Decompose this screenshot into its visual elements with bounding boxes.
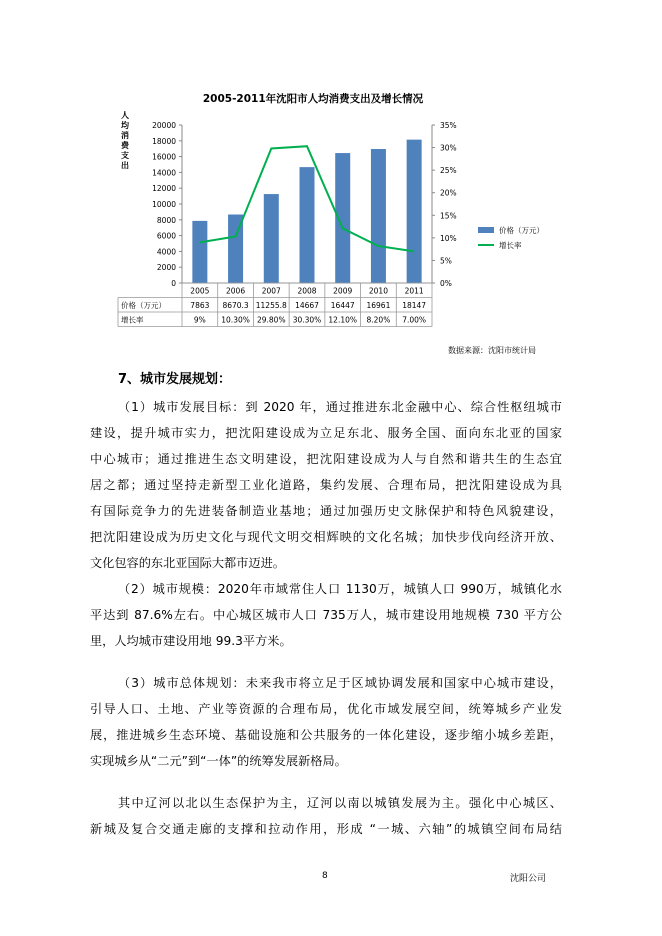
- right-tick-label: 30%: [440, 143, 457, 153]
- left-tick-label: 12000: [152, 184, 176, 194]
- right-tick-label: 15%: [440, 211, 457, 221]
- right-tick-label: 5%: [440, 256, 452, 266]
- x-tick-label: 2006: [226, 286, 246, 296]
- table-cell: 16447: [330, 301, 355, 310]
- table-cell: 16961: [366, 301, 391, 310]
- table-cell: 18147: [402, 301, 427, 310]
- table-cell: 10.30%: [221, 315, 250, 325]
- paragraph-line: 实现城乡从“二元”到“一体”的统筹发展新格局。: [90, 754, 347, 768]
- left-tick-label: 16000: [152, 152, 176, 162]
- paragraph-line: 展，推进城乡生态环境、基础设施和公共服务的一体化建设，逐步缩小城乡差距，: [90, 728, 562, 742]
- table-cell: 29.80%: [256, 315, 286, 325]
- paragraph-line: （1）城市发展目标：到 2020 年，通过推进东北金融中心、综合性枢纽城市: [118, 400, 562, 414]
- table-cell: 14667: [295, 301, 319, 310]
- x-tick-label: 2007: [261, 286, 281, 296]
- bar: [300, 167, 315, 283]
- legend-swatch-bar: [478, 227, 494, 233]
- right-tick-label: 0%: [440, 279, 452, 288]
- section-heading: 7、城市发展规划：: [118, 372, 232, 387]
- paragraph-line: 引导人口、土地、产业等资源的合理布局，优化市域发展空间，统筹城乡产业发: [90, 702, 562, 716]
- y-axis-title-char: 均: [121, 121, 129, 130]
- bar: [371, 149, 386, 283]
- right-tick-label: 20%: [440, 188, 457, 198]
- right-tick-label: 35%: [440, 121, 457, 130]
- y-axis-title: [121, 110, 130, 170]
- left-tick-label: 0: [171, 279, 176, 288]
- paragraph-line: 平达到 87.6%左右。中心城区城市人口 735万人，城市建设用地规模 730 平方公: [90, 608, 562, 622]
- paragraph-line: 里，人均城市建设用地 99.3平方米。: [90, 634, 292, 648]
- page-number: 8: [322, 871, 328, 881]
- footer-company: 沈阳公司: [510, 874, 547, 884]
- table-cell: 8670.3: [222, 301, 249, 310]
- y-axis-title-char: 人: [121, 111, 129, 120]
- left-tick-label: 6000: [156, 231, 176, 241]
- y-axis-title-char: 支: [121, 151, 129, 160]
- data-table: [118, 283, 432, 327]
- paragraph-line: （3）城市总体规划：未来我市将立足于区域协调发展和国家中心城市建设，: [118, 676, 562, 690]
- paragraph-line: 居之都；通过坚持走新型工业化道路，集约发展、合理布局，把沈阳建设成为具: [90, 478, 562, 492]
- chart: [0, 0, 662, 340]
- left-tick-label: 14000: [152, 168, 176, 178]
- y-axis-title-char: 费: [121, 141, 129, 150]
- right-axis: [432, 121, 457, 288]
- left-tick-label: 20000: [152, 121, 176, 130]
- paragraph-line: 新城及复合交通走廊的支撑和拉动作用，形成 “一城、六轴”的城镇空间布局结: [90, 822, 562, 836]
- right-tick-label: 25%: [440, 166, 457, 176]
- bar: [192, 221, 207, 283]
- table-cell: 8.20%: [366, 315, 391, 325]
- bar: [407, 140, 422, 283]
- paragraph-line: 其中辽河以北以生态保护为主，辽河以南以城镇发展为主。强化中心城区、: [118, 796, 562, 810]
- legend-label-growth: 增长率: [499, 241, 522, 250]
- y-axis-title-char: 消: [121, 131, 129, 140]
- paragraph-line: （2）城市规模：2020年市域常住人口 1130万，城镇人口 990万，城镇化水: [118, 582, 562, 596]
- x-tick-label: 2005: [190, 286, 210, 296]
- left-tick-label: 8000: [156, 215, 176, 225]
- paragraph-line: 有国际竞争力的先进装备制造业基地；通过加强历史文脉保护和特色风貌建设，: [90, 504, 562, 518]
- left-tick-label: 10000: [152, 200, 176, 209]
- y-axis-title-char: 出: [121, 161, 129, 170]
- x-tick-label: 2009: [333, 286, 353, 296]
- table-cell: 7863: [190, 301, 210, 310]
- right-tick-label: 10%: [440, 233, 457, 243]
- table-cell: 9%: [193, 315, 206, 325]
- source-note: 数据来源：沈阳市统计局: [448, 346, 536, 355]
- legend-label-price: 价格（万元）: [499, 226, 544, 235]
- left-tick-label: 18000: [152, 136, 176, 146]
- bar: [264, 194, 279, 283]
- table-row-label: 价格（万元）: [121, 301, 166, 310]
- paragraph-line: 文化包容的东北亚国际大都市迈进。: [90, 556, 285, 570]
- chart-title: 2005-2011年沈阳市人均消费支出及增长情况: [202, 93, 424, 105]
- paragraph-line: 把沈阳建设成为历史文化与现代文明交相辉映的文化名城；加快步伐向经济开放、: [90, 530, 562, 544]
- bar-series: [192, 140, 421, 283]
- paragraph-line: 中心城市；通过推进生态文明建设，把沈阳建设成为人与自然和谐共生的生态宜: [90, 452, 562, 466]
- table-row-label: 增长率: [121, 315, 144, 325]
- x-tick-label: 2010: [368, 286, 388, 296]
- table-cell: 7.00%: [402, 315, 427, 325]
- x-tick-label: 2008: [297, 286, 317, 296]
- legend: [478, 225, 544, 250]
- table-cell: 11255.8: [255, 301, 287, 310]
- left-tick-label: 2000: [156, 263, 176, 273]
- x-tick-label: 2011: [404, 286, 424, 296]
- paragraph-line: 建设，提升城市实力，把沈阳建设成为立足东北、服务全国、面向东北亚的国家: [90, 426, 562, 440]
- table-cell: 12.10%: [328, 315, 358, 325]
- table-cell: 30.30%: [292, 315, 322, 325]
- left-tick-label: 4000: [156, 247, 176, 257]
